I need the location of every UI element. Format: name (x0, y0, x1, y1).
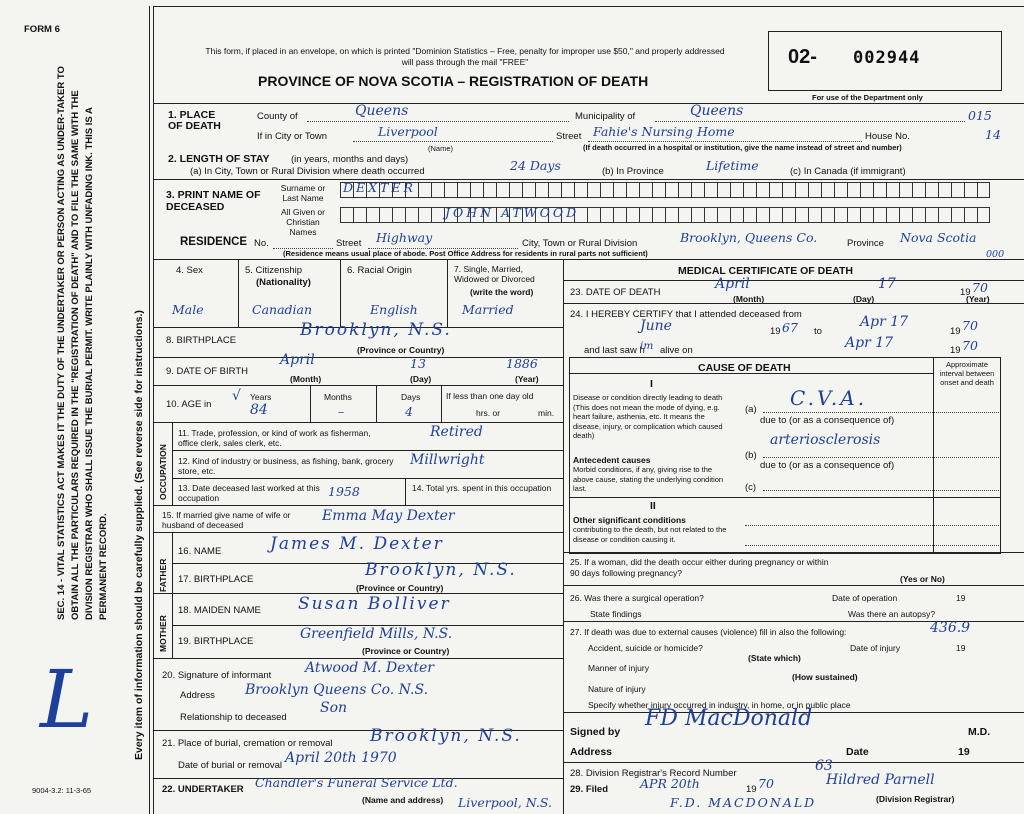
racial-origin-value: English (370, 302, 418, 317)
cause-a-value: C.V.A. (790, 386, 868, 410)
operation-question: 26. Was there a surgical operation? (570, 593, 704, 603)
part-two-label: II (650, 500, 656, 512)
age-check-mark: √ (232, 388, 241, 404)
name-caption: (Name) (428, 144, 454, 153)
part-one-label: I (650, 378, 653, 390)
house-label: House No. (865, 131, 910, 142)
city-value: Liverpool (378, 124, 438, 139)
injury-year: 19 (956, 643, 966, 653)
alive-year: 70 (962, 338, 978, 353)
street-value: Fahie's Nursing Home (593, 124, 735, 139)
stay-province-label: (b) In Province (602, 166, 664, 177)
certify-from: June (640, 318, 672, 334)
medical-certificate-header: MEDICAL CERTIFICATE OF DEATH (678, 265, 853, 277)
given-names-value: JOHN ATWOOD (445, 205, 580, 220)
signed-by-label: Signed by (570, 726, 621, 738)
operation-year: 19 (956, 593, 966, 603)
cause-b-value: arteriosclerosis (770, 432, 881, 448)
marital-status-sub: (write the word) (470, 287, 534, 297)
residence-street-label: Street (336, 238, 362, 249)
date-label: Date (846, 746, 869, 758)
undertaker-value: Chandler's Funeral Service Ltd. (255, 775, 458, 790)
informant-signature-value: Atwood M. Dexter (305, 660, 434, 676)
industry-label: 12. Kind of industry or business, as fishing, bank, grocery store, etc. (178, 456, 394, 476)
house-value: 14 (985, 127, 1001, 142)
citizenship-label: 5. Citizenship (245, 265, 303, 276)
birthplace-sub: (Province or Country) (357, 345, 445, 355)
relationship-value: Son (320, 700, 348, 716)
residence-province-label: Province (847, 238, 884, 249)
given-name-cells (340, 207, 990, 223)
spouse-label: 15. If married give name of wife or husband of deceased (162, 510, 291, 530)
stay-city-value: 24 Days (510, 158, 561, 173)
dob-year: 1886 (506, 356, 538, 371)
state-findings-label: State findings (590, 609, 642, 619)
cause-c-label: (c) (745, 482, 757, 493)
relationship-label: Relationship to deceased (180, 712, 287, 723)
external-causes-code: 436.9 (930, 620, 971, 636)
burial-date-label: Date of burial or removal (178, 760, 283, 771)
dod-month-caption: (Month) (733, 294, 765, 304)
municipality-label: Municipality of (575, 111, 636, 122)
sex-value: Male (172, 302, 204, 317)
dob-year-caption: (Year) (515, 374, 539, 384)
from-year: 67 (782, 320, 798, 335)
department-use-label: For use of the Department only (812, 93, 923, 102)
age-label: 10. AGE in (166, 399, 212, 410)
birthplace-label: 8. BIRTHPLACE (166, 335, 237, 346)
residence-city-value: Brooklyn, Queens Co. (680, 230, 818, 245)
burial-date-value: April 20th 1970 (285, 750, 397, 766)
mother-maiden-value: Susan Bolliver (298, 594, 451, 614)
address-label: Address (570, 746, 613, 758)
from-year-prefix: 19 (770, 326, 781, 337)
months-label: Months (324, 392, 352, 402)
days-label: Days (401, 392, 421, 402)
undertaker-address-value: Liverpool, N.S. (458, 795, 552, 810)
form-title: PROVINCE OF NOVA SCOTIA – REGISTRATION OF DEATH (258, 73, 649, 89)
department-code: 015 (968, 108, 992, 123)
length-of-stay-units: (in years, months and days) (291, 154, 409, 165)
form-number: FORM 6 (24, 24, 60, 35)
trade-label: 11. Trade, profession, or kind of work as fisherman, office clerk, sales clerk, etc. (178, 428, 371, 448)
length-of-stay-label: 2. LENGTH OF STAY (168, 153, 270, 165)
operation-date-label: Date of operation (832, 593, 898, 603)
form-top-border (153, 6, 1024, 7)
industry-value: Millwright (410, 452, 485, 468)
informant-address-label: Address (180, 690, 215, 701)
filed-label: 29. Filed (570, 784, 609, 795)
to-year-prefix: 19 (950, 326, 961, 337)
residence-province-value: Nova Scotia (900, 230, 977, 245)
to-label: to (814, 326, 822, 337)
burial-place-label: 21. Place of burial, cremation or removal (162, 738, 333, 749)
undertaker-sub: (Name and address) (362, 795, 444, 805)
dob-day-caption: (Day) (410, 374, 432, 384)
header-note: This form, if placed in an envelope, on which is printed "Dominion Statistics – Free, penalty for improper use $50," and properly addressed will pass through the mail "FREE" (205, 46, 725, 67)
father-side-label: FATHER (158, 558, 168, 592)
cause-of-death-header: CAUSE OF DEATH (698, 362, 791, 374)
age-days: 4 (405, 404, 413, 419)
city-label: If in City or Town (257, 131, 328, 142)
due-to-label-2: due to (or as a consequence of) (760, 460, 895, 471)
min-label: min. (538, 408, 555, 418)
father-name-value: James M. Dexter (270, 534, 444, 554)
how-sustained-caption: (How sustained) (792, 672, 858, 682)
deceased-name-label: 3. PRINT NAME OF DECEASED (166, 189, 261, 213)
informant-signature-label: 20. Signature of informant (162, 670, 272, 681)
accident-label: Accident, suicide or homicide? (588, 643, 703, 653)
father-name-label: 16. NAME (178, 546, 222, 557)
form-left-border (153, 6, 154, 814)
cause-a-label: (a) (745, 404, 757, 415)
dob-month: April (280, 352, 315, 368)
surname-label: Surname or Last Name (280, 183, 326, 203)
hrs-label: hrs. or (476, 408, 501, 418)
father-birthplace-value: Brooklyn, N.S. (365, 560, 517, 580)
residence-label: RESIDENCE (180, 236, 248, 248)
dod-year-caption: (Year) (966, 294, 990, 304)
signed-by-value: FD MacDonald (645, 706, 813, 731)
institution-note: (If death occurred in a hospital or institution, give the name instead of street and number) (583, 143, 902, 152)
surname-cells (340, 182, 990, 198)
mother-birthplace-sub: (Province or Country) (362, 646, 450, 656)
burial-place-value: Brooklyn, N.S. (370, 726, 522, 746)
external-causes-question: 27. If death was due to external causes (violence) fill in also the following: (570, 627, 847, 637)
cause-b-label: (b) (745, 450, 757, 461)
state-which-caption: (State which) (748, 653, 801, 663)
sidebar-legal-text: SEC. 14 - VITAL STATISTICS ACT MAKES IT THE DUTY OF THE UNDERTAKER OR PERSON ACTING AS UNDER-TAKER TO OBTAIN ALL THE PARTICULARS REQUIRED IN THE "REGISTRATION OF DEATH" AND TO FILE THE SAME WITH THE DIVISION REGISTRAR WHO SHALL ISSUE THE BURIAL PERMIT. WRITE PLAINLY WITH UNFADING INK. THIS IS A PERMANENT RECORD. (56, 66, 109, 620)
registration-number: 002944 (853, 48, 921, 68)
date-of-death-label: 23. DATE OF DEATH (570, 287, 661, 298)
spouse-value: Emma May Dexter (322, 508, 455, 524)
filed-year-prefix: 19 (746, 784, 757, 795)
date-of-birth-label: 9. DATE OF BIRTH (166, 366, 248, 377)
other-conditions-label: Other significant conditions (573, 515, 686, 525)
disease-condition-label: Disease or condition directly leading to death (This does not mean the mode of dying, e.g. heart failure, asthenia, etc. It means the disease, injury, or complication which caused death) (573, 393, 723, 440)
citizenship-sub: (Nationality) (256, 277, 311, 288)
stay-city-label: (a) In City, Town or Rural Division where death occurred (190, 166, 425, 177)
surname-value: DEXTER (343, 180, 416, 195)
place-of-death-label: 1. PLACE OF DEATH (168, 109, 221, 132)
marital-status-label: 7. Single, Married, Widowed or Divorced (454, 264, 535, 284)
margin-mark: L (40, 653, 94, 746)
dod-month: April (715, 276, 750, 292)
residence-street-value: Highway (376, 230, 433, 245)
pregnancy-question: 25. If a woman, did the death occur either during pregnancy or within 90 days following pregnancy? (570, 557, 829, 578)
total-years-label: 14. Total yrs. spent in this occupation (412, 483, 552, 493)
specify-label: Specify whether injury occurred in industry, in home, or in public place (588, 700, 851, 710)
filed-date: APR 20th (640, 776, 700, 791)
residence-city-label: City, Town or Rural Division (522, 238, 638, 249)
age-years: 84 (250, 402, 268, 418)
certify-label: 24. I HEREBY CERTIFY that I attended deceased from (570, 309, 802, 320)
to-year: 70 (962, 318, 978, 333)
municipality-value: Queens (690, 103, 744, 119)
father-birthplace-label: 17. BIRTHPLACE (178, 574, 254, 585)
mother-side-label: MOTHER (158, 615, 168, 652)
dod-year-prefix: 19 (960, 287, 971, 298)
last-worked-label: 13. Date deceased last worked at this occupation (178, 483, 320, 503)
header-divider (153, 103, 1024, 104)
occupation-side-label: OCCUPATION (158, 444, 168, 500)
county-value: Queens (355, 103, 409, 119)
md-printed-name: F.D. MACDONALD (670, 795, 817, 810)
birthplace-value: Brooklyn, N.S. (300, 320, 452, 340)
street-label: Street (556, 131, 582, 142)
residence-no-label: No. (254, 238, 269, 249)
informant-address-value: Brooklyn Queens Co. N.S. (245, 682, 429, 698)
md-label: M.D. (968, 726, 991, 738)
alive-label: alive on (660, 345, 693, 356)
manner-label: Manner of injury (588, 663, 649, 673)
last-saw-him: im (640, 340, 654, 352)
yes-no-caption: (Yes or No) (900, 574, 945, 584)
filed-year: 70 (758, 776, 774, 791)
stay-province-value: Lifetime (706, 158, 759, 173)
dod-day-caption: (Day) (853, 294, 875, 304)
sidebar-code: 9004-3.2: 11-3-65 (32, 786, 92, 795)
county-label: County of (257, 111, 298, 122)
trade-value: Retired (430, 424, 483, 440)
injury-date-label: Date of injury (850, 643, 901, 653)
residence-extra: 000 (986, 249, 1005, 260)
racial-origin-label: 6. Racial Origin (347, 265, 412, 276)
dob-day: 13 (410, 356, 426, 371)
form-left-border-2 (149, 6, 150, 814)
alive-year-prefix: 19 (950, 345, 961, 356)
residence-note: (Residence means usual place of abode. Post Office Address for residents in rural parts not sufficient) (283, 249, 648, 258)
last-worked-value: 1958 (328, 484, 360, 499)
mother-birthplace-value: Greenfield Mills, N.S. (300, 626, 453, 642)
marital-status-value: Married (462, 302, 514, 317)
other-conditions-text: contributing to the death, but not related to the disease or condition causing it. (573, 525, 727, 544)
undertaker-label: 22. UNDERTAKER (162, 784, 244, 795)
registrar-caption: (Division Registrar) (876, 794, 955, 804)
certify-to: Apr 17 (860, 314, 909, 330)
mother-birthplace-label: 19. BIRTHPLACE (178, 636, 254, 647)
autopsy-label: Was there an autopsy? (848, 609, 936, 619)
citizenship-value: Canadian (252, 302, 313, 317)
father-birthplace-sub: (Province or Country) (356, 583, 444, 593)
registrar-signature: Hildred Parnell (826, 772, 935, 788)
dod-year: 70 (972, 280, 988, 295)
age-months: – (338, 404, 345, 419)
record-number-value: 63 (815, 758, 833, 774)
sidebar-note: Every item of information should be carefully supplied. (See reverse side for instructions.) (133, 310, 145, 760)
antecedent-text: Morbid conditions, if any, giving rise to the above cause, stating the underlying condition last. (573, 465, 724, 493)
alive-date: Apr 17 (845, 335, 894, 351)
sex-label: 4. Sex (176, 265, 203, 276)
date-year: 19 (958, 746, 970, 758)
due-to-label-1: due to (or as a consequence of) (760, 415, 895, 426)
record-number-label: 28. Division Registrar's Record Number (570, 768, 737, 779)
nature-label: Nature of injury (588, 684, 646, 694)
last-saw-label: and last saw h (584, 345, 645, 356)
approx-interval-header: Approximate interval between onset and death (939, 360, 995, 387)
mother-maiden-label: 18. MAIDEN NAME (178, 605, 261, 616)
less-than-day-label: If less than one day old (446, 391, 534, 401)
antecedent-label: Antecedent causes (573, 455, 651, 465)
years-label: Years (250, 392, 272, 402)
dob-month-caption: (Month) (290, 374, 322, 384)
dod-day: 17 (878, 276, 896, 292)
given-names-label: All Given or Christian Names (281, 207, 325, 237)
registration-prefix: 02- (788, 46, 817, 68)
stay-canada-label: (c) In Canada (if immigrant) (790, 166, 906, 177)
